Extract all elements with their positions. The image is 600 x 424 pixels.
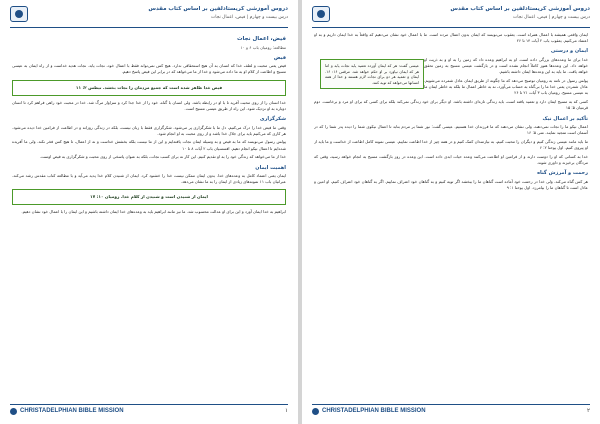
paragraph: اعمال نیکو ما را نجات نمی‌دهند، ولی نشان می‌دهند که ما فرزندان خدا هستیم. عیسی گفت: نور شما بر مردم بتابد تا اعمال نیکوی شما را دیده پدر شما را که در آسمان است تمجید نمایند. متی ۵: ۱۶	[314, 124, 588, 136]
page-right	[302, 0, 600, 424]
page-content	[12, 32, 286, 398]
header-title: دروس آموزشی کریستادلفین بر اساس کتاب مقدس	[450, 6, 590, 12]
mission-logo-icon	[10, 6, 28, 22]
footer-brand-text: CHRISTADELPHIAN BIBLE MISSION	[20, 408, 124, 414]
paragraph: خدا انسان را از روی محبت آفرید تا با او در رابطه باشد. ولی انسان با گناه، خود را از خدا جدا کرد و سزاوار مرگ شد. خدا در محبت خود راهی فراهم کرد تا انسان دوباره به او نزدیک شود. این راه از طریق عیسی مسیح است.	[12, 99, 286, 111]
footer-brand	[10, 408, 124, 414]
scripture-quote-box: فیض خدا ظاهر شده است که جمیع مردمان را نجات بخشد. تیطس ۲: ۱۱	[12, 80, 286, 96]
page-content	[314, 32, 588, 398]
paragraph: خدا برای ما وعده‌های بزرگی داده است. او به ابراهیم وعده داد که زمین را به او و به ذریت او خواهد داد. این وعده‌ها هنوز کاملاً انجام نشده است و در بازگشت عیسی مسیح به زمین تحقق خواهد یافت. ما باید به این وعده‌ها ایمان داشته باشیم.	[424, 56, 588, 75]
page-header	[312, 6, 590, 26]
scripture-quote-box-2: ایمان از شنیدن است و شنیدن از کلام خدا. رومیان ۱۰: ۱۷	[12, 189, 286, 205]
section-heading-thanks: شکرگزاری	[259, 116, 286, 123]
page-number: ۲	[587, 408, 590, 414]
page-left	[0, 0, 298, 424]
header-subtitle: درس بیست و چهارم | فیض، اعمال نجات	[210, 15, 288, 20]
section-heading-faith: اهمیت ایمان	[255, 164, 286, 171]
reading-reference: مطالعه: رومیان باب ۶ و ۱۰	[240, 44, 286, 50]
brand-logo-icon	[10, 408, 17, 415]
footer-brand-text: CHRISTADELPHIAN BIBLE MISSION	[322, 408, 426, 414]
paragraph: ابراهیم به خدا ایمان آورد و این برای او عدالت محسوب شد. ما نیز مانند ابراهیم باید به وعده‌های خدا ایمان داشته باشیم و این ایمان را با اعمال خود نشان دهیم.	[21, 209, 286, 215]
brand-logo-icon	[312, 408, 319, 415]
page-number: ۱	[285, 408, 288, 414]
paragraph: هر کس گناه می‌کند. ولی خدا در رحمت خود آماده است گناهان ما را ببخشد اگر توبه کنیم و به گناهان خود اعتراف نماییم. اگر به گناهان خود اعتراف کنیم، او امین و عادل است تا گناهان ما را بیامرزد. اول یوحنا ۱: ۹	[314, 178, 588, 190]
paragraph: پولس رسول در نامه به رومیان توضیح می‌دهد که ما چگونه از طریق ایمان عادل شمرده می‌شویم. عادل شمردن یعنی خدا ما را بی‌گناه به حساب می‌آورد، نه به خاطر اعمال ما بلکه به خاطر ایمان ما به عیسی مسیح. رومیان باب ۳ آیات ۲۱ تا ۲۶	[424, 78, 588, 96]
page-header	[10, 6, 288, 26]
paragraph: پولس رسول می‌نویسد که ما به فیض و به وسیله ایمان نجات یافته‌ایم و این از ما نیست بلکه بخشش خداست و نه از اعمال، تا هیچ کس فخر نکند. ولی ما آفریده شده‌ایم تا اعمال نیکو انجام دهیم. افسسیان باب ۲ آیات ۸ تا ۱۰	[12, 139, 286, 151]
section-heading-forgive: رحمت و آمرزش گناه	[537, 170, 588, 177]
section-heading-obedience: تأکید بر اعمال نیک	[542, 115, 588, 122]
paragraph: فیض یعنی محبت و لطف خدا که انسان به آن هیچ استحقاقی ندارد. هیچ کس نمی‌تواند فقط با اعمال خود، نجات یابد. نجات هدیه خداست و از راه ایمان به عیسی مسیح و اطاعت از کلام او به ما داده می‌شود و خدا از ما می‌خواهد که در برابر این فیض پاسخ دهیم.	[12, 63, 286, 75]
header-divider	[10, 27, 288, 28]
section-heading-faith-obey: ایمان و درستی	[550, 48, 588, 55]
paragraph: کسی که به مسیح ایمان دارد و تعمید یافته است، باید زندگی تازه‌ای داشته باشد. او دیگر برای خود زندگی نمی‌کند بلکه برای کسی که برای او مرد و برخاست. دوم قرنتیان ۵: ۱۵	[314, 99, 588, 111]
page-footer	[10, 404, 288, 418]
footer-divider	[312, 404, 590, 405]
header-title: دروس آموزشی کریستادلفین بر اساس کتاب مقدس	[148, 6, 288, 12]
page-footer	[312, 404, 590, 418]
paragraph: ما باید مانند عیسی زندگی کنیم و دیگران را محبت کنیم، به نیازمندان کمک کنیم و در همه چیز از خدا اطاعت نماییم. عیسی نمونه کامل اطاعت از خداست و ما باید از او پیروی کنیم. اول یوحنا ۲: ۶	[314, 138, 588, 151]
mission-logo-icon	[312, 6, 330, 22]
footer-divider	[10, 404, 288, 405]
header-divider	[312, 27, 590, 28]
scripture-side-box: عیسی گفت: هر که ایمان آورده تعمید یابد نجات یابد و اما هر که ایمان نیاورد بر او حکم خواهد شد. مرقس ۱۶: ۱۶. ایمان و تعمید هر دو برای نجات لازم هستند و خدا از همه انسانها می‌خواهد که توبه کنند.	[320, 59, 424, 89]
header-subtitle: درس بیست و چهارم | فیض، اعمال نجات	[512, 15, 590, 20]
paragraph: ایمان یعنی اعتماد کامل به وعده‌های خدا. بدون ایمان ممکن نیست خدا را خشنود کرد. ایمان از شنیدن کلام خدا پدید می‌آید و با مطالعه کتاب مقدس رشد می‌کند. عبرانیان باب ۱۱ نمونه‌های زیادی از ایمان را به ما نشان می‌دهد.	[12, 173, 286, 185]
paragraph: خدا به کسانی که او را دوست دارند و از فرامین او اطاعت می‌کنند وعده حیات ابدی داده است. این وعده در روز بازگشت مسیح به انجام خواهد رسید، وقتی که مردگان برخیزند و داوری شوند.	[314, 153, 588, 166]
section-heading-grace: فیض	[273, 54, 286, 61]
footer-brand	[312, 408, 426, 414]
paragraph: وقتی ما فیض خدا را درک می‌کنیم، دل ما با شکرگزاری پر می‌شود. شکرگزاری فقط با زبان نیست، بلکه در زندگی روزانه و در اطاعت از فرامین خدا دیده می‌شود. هر کاری که می‌کنیم باید برای جلال خدا باشد و از روی محبت به او انجام شود.	[12, 124, 286, 136]
paragraph: خدا از ما می‌خواهد که زندگی خود را به او تقدیم کنیم. این کار نه برای کسب نجات، بلکه به عنوان پاسخی از روی محبت و شکرگزاری به فیض اوست.	[39, 154, 286, 160]
paragraph: ایمان واقعی همیشه با اعمال همراه است. یعقوب می‌نویسد که ایمان بدون اعمال مرده است. ما با اعمال خود نشان می‌دهیم که واقعاً به خدا ایمان داریم و به او اعتماد می‌کنیم. یعقوب باب ۲ آیات ۱۴ تا ۲۶	[314, 32, 588, 44]
lesson-title: فیض، اعمال نجات	[236, 36, 286, 42]
